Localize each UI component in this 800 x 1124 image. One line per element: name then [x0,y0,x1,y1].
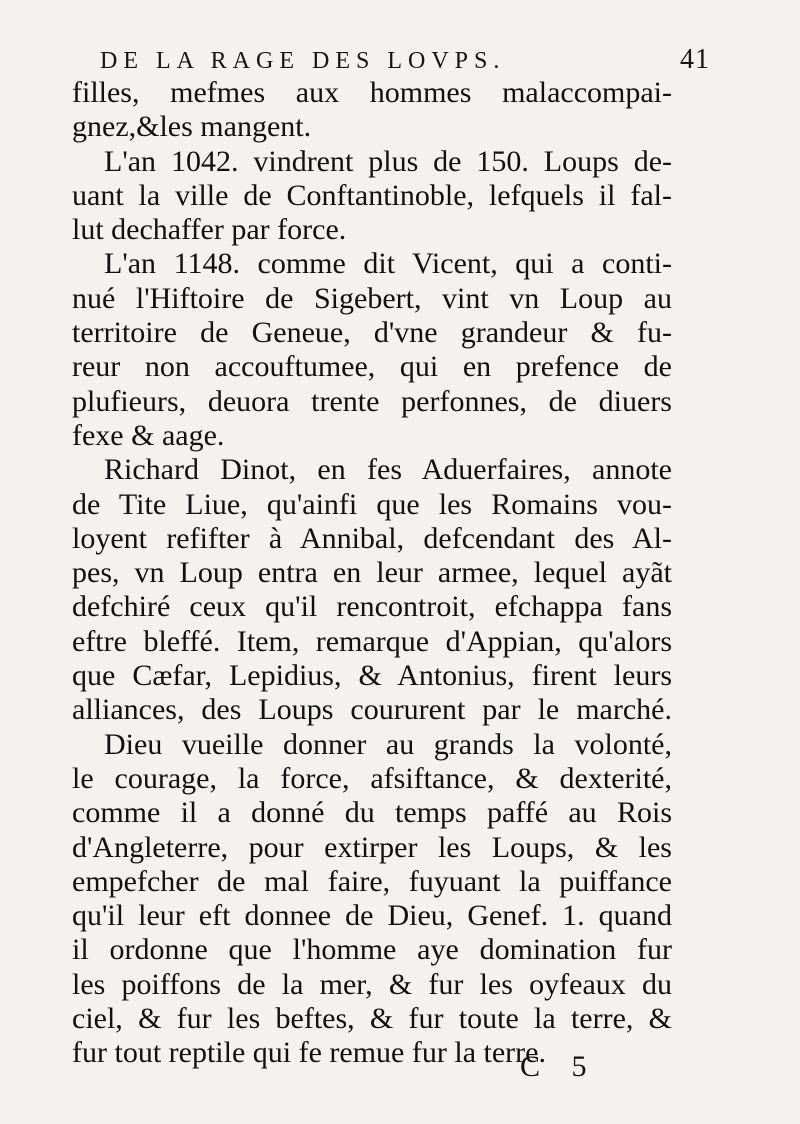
text-line: le courage, la force, afsiftance, & dexterité, [72,761,672,795]
text-line: d'Angleterre, pour extirper les Loups, & les [72,830,672,864]
text-line: reur non accouftumee, qui en prefence de [72,350,672,384]
show-through-bleed [680,400,800,720]
text-line: nué l'Hiftoire de Sigebert, vint vn Loup au [72,281,672,315]
paragraph-start-line: L'an 1042. vindrent plus de 150. Loups de- [104,144,672,178]
text-line: defchiré ceux qu'il rencontroit, efchappa fans [72,590,672,624]
text-line: comme il a donné du temps paffé au Rois [72,796,672,830]
page-header [100,44,780,76]
paragraph-start-line: Dieu vueille donner au grands la volonté, [104,727,672,761]
text-line: pes, vn Loup entra en leur armee, lequel ayãt [72,556,672,590]
paragraph-start-line: L'an 1148. comme dit Vicent, qui a conti- [104,247,672,281]
text-line: alliances, des Loups coururent par le marché. [72,693,672,727]
catchword-signature: C 5 [520,1050,599,1083]
text-line: uant la ville de Conftantinoble, lefquels il fal- [72,178,672,212]
text-line: fexe & aage. [72,418,225,452]
text-line: de Tite Liue, qu'ainfi que les Romains vou- [72,487,672,521]
text-line: territoire de Geneue, d'vne grandeur & fu- [72,316,672,350]
text-line: empefcher de mal faire, fuyuant la puiffance [72,864,672,898]
text-line: eftre bleffé. Item, remarque d'Appian, qu'alors [72,624,672,658]
text-line: loyent refifter à Annibal, defcendant des Al- [72,521,672,555]
text-line: fur tout reptile qui fe remue fur la terre. [72,1036,546,1070]
body-text [72,76,672,1071]
text-line: ciel, & fur les beftes, & fur toute la terre, & [72,1002,672,1036]
text-line: lut dechaffer par force. [72,213,347,247]
running-head: DE LA RAGE DES LOVPS. [100,48,506,74]
page-number: 41 [680,44,710,75]
text-line: les poiffons de la mer, & fur les oyfeaux du [72,967,672,1001]
text-line: plufieurs, deuora trente perfonnes, de diuers [72,384,672,418]
text-line: il ordonne que l'homme aye domination fur [72,933,672,967]
text-line: qu'il leur eft donnee de Dieu, Genef. 1. quand [72,899,672,933]
paragraph-start-line: Richard Dinot, en fes Aduerfaires, annote [104,453,672,487]
text-line: que Cæfar, Lepidius, & Antonius, firent leurs [72,659,672,693]
text-line: filles, mefmes aux hommes malaccompai- [72,76,672,109]
text-line: gnez,&les mangent. [72,110,312,144]
